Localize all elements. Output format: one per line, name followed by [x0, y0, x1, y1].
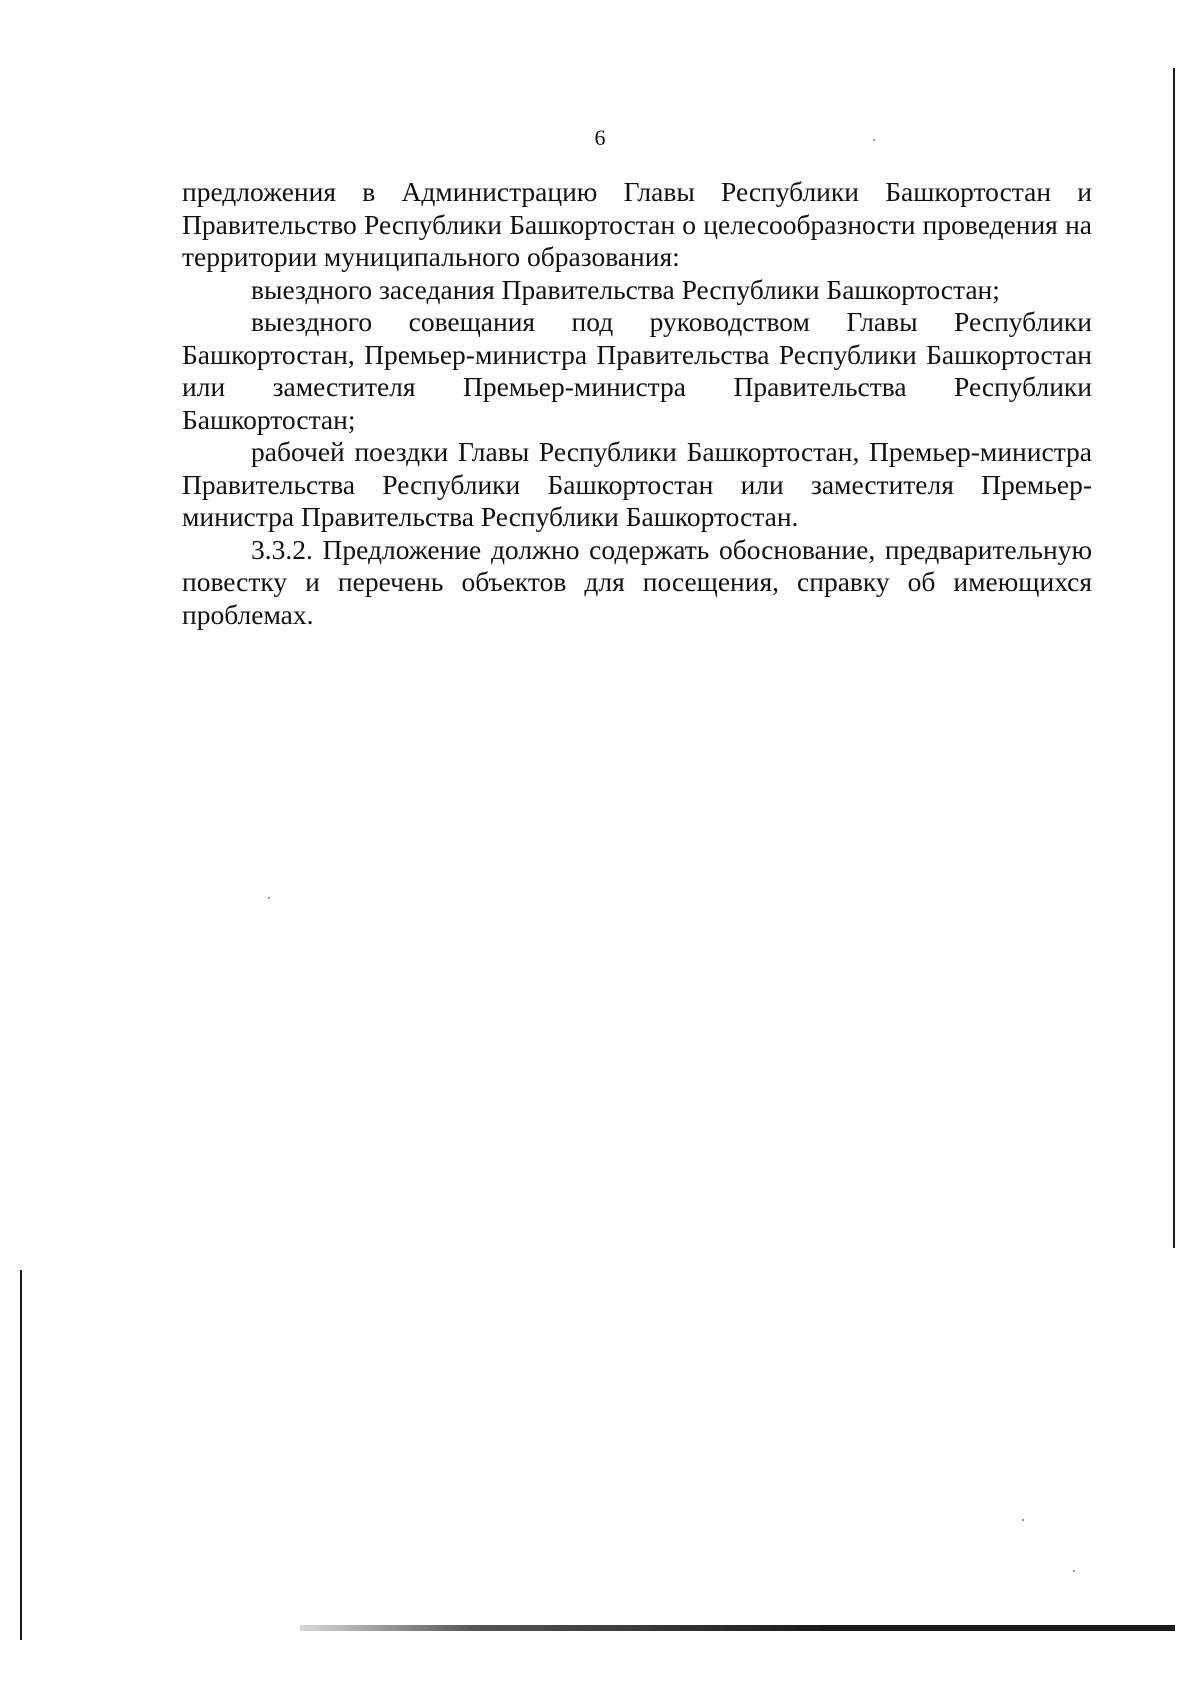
- scan-speck: [268, 897, 270, 899]
- paragraph-field-meeting: выездного совещания под руководством Главы Республики Башкортостан, Премьер-министра Правительства Республики Башкортостан или заместителя Премьер-министра Правительства Республики Башкортостан;: [182, 306, 1092, 435]
- scan-edge-left: [20, 1270, 22, 1640]
- scan-edge-bottom: [300, 1625, 1175, 1631]
- scan-speck: [1073, 1570, 1075, 1572]
- scan-speck: [1022, 1519, 1024, 1521]
- scan-edge-right: [1173, 68, 1175, 1248]
- page-number: 6: [594, 125, 606, 150]
- paragraph-3-3-2: 3.3.2. Предложение должно содержать обоснование, предварительную повестку и перечень объектов для посещения, справку об имеющихся проблемах.: [182, 533, 1092, 630]
- paragraph-proposals-intro: предложения в Администрацию Главы Республики Башкортостан и Правительство Республики Башкортостан о целесообразности проведения на территории муниципального образования:: [182, 176, 1092, 272]
- paragraph-working-trip: рабочей поездки Главы Республики Башкортостан, Премьер-министра Правительства Республики Башкортостан или заместителя Премьер-министра Правительства Республики Башкортостан.: [182, 436, 1092, 532]
- document-body: [182, 176, 1092, 631]
- paragraph-government-session: выездного заседания Правительства Республики Башкортостан;: [251, 273, 1000, 305]
